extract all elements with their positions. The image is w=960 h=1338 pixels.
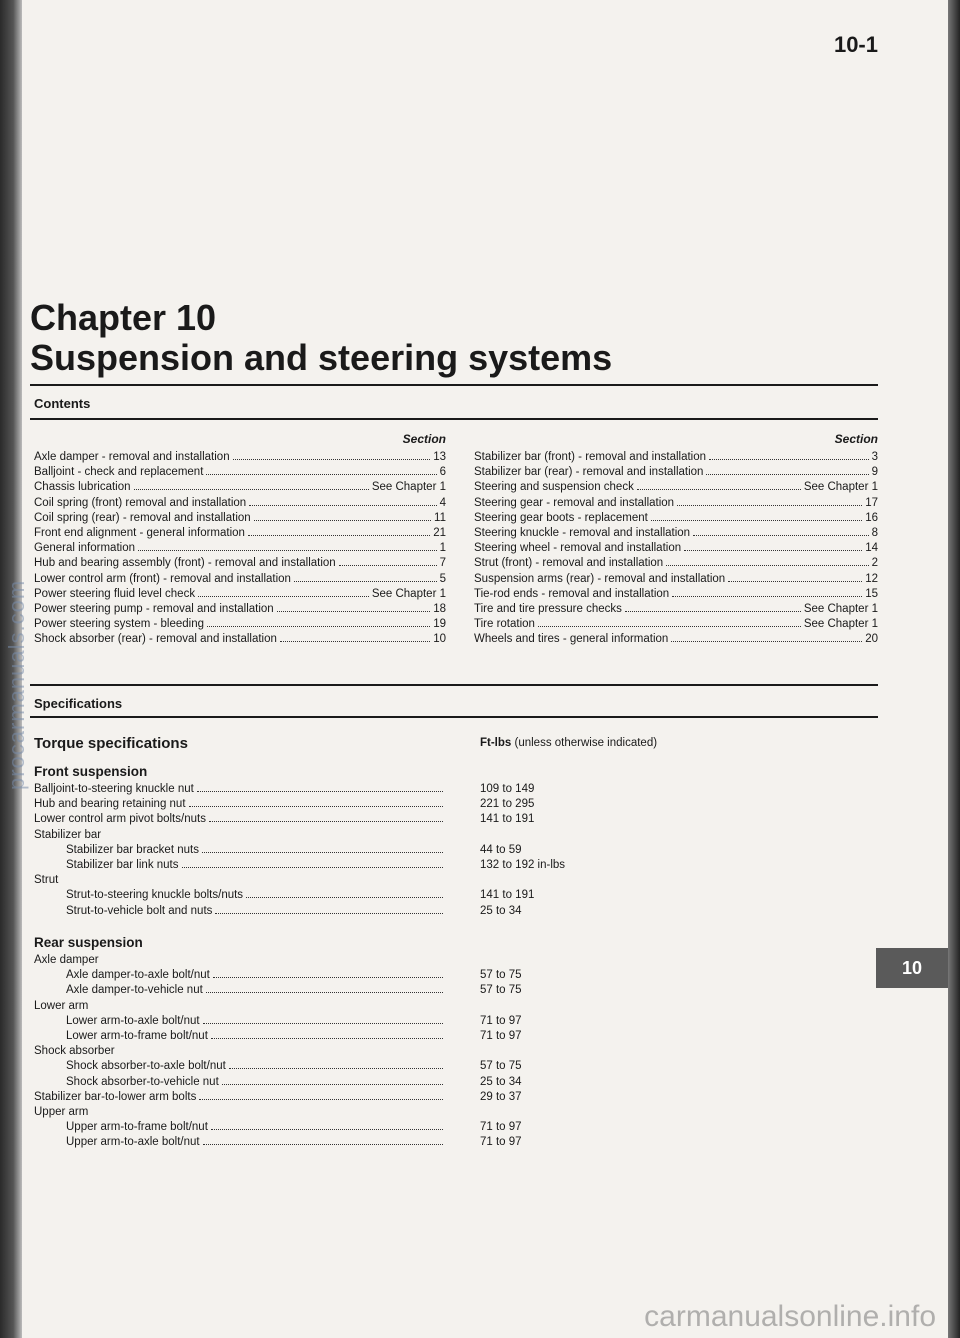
contents-entry-section: 3 xyxy=(871,451,878,463)
dot-leader xyxy=(538,617,801,627)
units-note: (unless otherwise indicated) xyxy=(511,737,658,749)
torque-spec-value: 71 to 97 xyxy=(480,1029,522,1042)
torque-spec-value: 44 to 59 xyxy=(480,843,522,856)
contents-entry xyxy=(474,450,878,465)
rear-suspension-group xyxy=(34,933,864,1150)
front-suspension-group xyxy=(34,762,864,919)
contents-entry-label: Axle damper - removal and installation xyxy=(34,451,230,463)
torque-spec-value: 25 to 34 xyxy=(480,1075,522,1088)
contents-entry xyxy=(34,617,446,632)
torque-spec-value: 29 to 37 xyxy=(480,1090,522,1103)
torque-spec-row xyxy=(34,1044,864,1059)
section-column-label: Section xyxy=(834,432,878,446)
dot-leader xyxy=(207,617,430,627)
contents-entry-section: See Chapter 1 xyxy=(803,481,878,494)
units-label: Ft-lbs xyxy=(480,737,512,749)
torque-spec-label: Stabilizer bar xyxy=(34,828,102,841)
contents-entry-label: Chassis lubrication xyxy=(34,481,131,494)
contents-entry-section: See Chapter 1 xyxy=(371,481,446,494)
contents-entry xyxy=(474,617,878,632)
torque-spec-row xyxy=(34,1120,864,1135)
torque-spec-value: 25 to 34 xyxy=(480,904,522,917)
torque-spec-value: 71 to 97 xyxy=(480,1014,522,1027)
torque-spec-row xyxy=(34,1014,864,1029)
torque-spec-row xyxy=(34,1105,864,1120)
chapter-subtitle: Suspension and steering systems xyxy=(30,337,613,378)
torque-spec-row xyxy=(34,968,864,983)
contents-entry xyxy=(474,496,878,511)
torque-spec-row xyxy=(34,843,864,858)
torque-spec-label: Strut-to-steering knuckle bolts/nuts xyxy=(66,889,244,902)
torque-spec-row xyxy=(34,873,864,888)
contents-entry-section: 13 xyxy=(433,451,446,463)
rear-suspension-heading: Rear suspension xyxy=(34,935,143,950)
contents-entry-section: 7 xyxy=(439,557,446,570)
dot-leader xyxy=(684,541,862,551)
contents-entry-section: 9 xyxy=(871,466,878,479)
contents-entry-section: 10 xyxy=(433,633,446,646)
units-heading xyxy=(480,737,657,749)
contents-entry-label: Power steering pump - removal and installation xyxy=(34,602,274,615)
contents-entry-section: 14 xyxy=(865,542,878,555)
dot-leader xyxy=(277,602,431,612)
chapter-tab: 10 xyxy=(876,948,948,988)
dot-leader xyxy=(728,572,862,582)
torque-spec-row xyxy=(34,858,864,873)
contents-entry-label: Power steering fluid level check xyxy=(34,587,196,600)
torque-spec-label: Shock absorber-to-vehicle nut xyxy=(66,1075,219,1088)
torque-spec-value: 71 to 97 xyxy=(480,1136,522,1149)
dot-leader xyxy=(222,1075,443,1085)
contents-entry-section: See Chapter 1 xyxy=(803,602,878,615)
dot-leader xyxy=(138,541,437,551)
contents-entry-label: Power steering system - bleeding xyxy=(34,618,205,631)
contents-entry xyxy=(34,572,446,587)
torque-spec-row xyxy=(34,953,864,968)
contents-entry-label: General information xyxy=(34,542,135,555)
torque-spec-label: Axle damper-to-axle bolt/nut xyxy=(66,969,210,982)
contents-entry-section: 18 xyxy=(433,602,446,615)
torque-spec-label: Strut-to-vehicle bolt and nuts xyxy=(66,904,213,917)
dot-leader xyxy=(134,480,369,490)
side-watermark: procarmanuals.com xyxy=(4,579,29,790)
contents-entry-section: 21 xyxy=(433,526,446,539)
contents-entry xyxy=(474,556,878,571)
torque-spec-row xyxy=(34,983,864,998)
torque-spec-row xyxy=(34,1075,864,1090)
torque-spec-row xyxy=(34,1029,864,1044)
contents-entry xyxy=(34,632,446,647)
section-column-label: Section xyxy=(402,432,446,446)
dot-leader xyxy=(199,1090,443,1100)
specifications-heading: Specifications xyxy=(34,696,123,711)
torque-heading: Torque specifications xyxy=(34,735,188,752)
contents-rule xyxy=(30,418,878,420)
contents-entry xyxy=(474,587,878,602)
dot-leader xyxy=(249,496,436,506)
contents-entry xyxy=(474,572,878,587)
contents-entry-label: Front end alignment - general information xyxy=(34,526,245,539)
torque-spec-value: 132 to 192 in-lbs xyxy=(480,858,566,871)
contents-entry xyxy=(34,526,446,541)
dot-leader xyxy=(202,843,443,853)
contents-entry xyxy=(34,556,446,571)
contents-entry xyxy=(34,541,446,556)
front-suspension-heading: Front suspension xyxy=(34,764,148,779)
dot-leader xyxy=(254,511,431,521)
contents-entry-section: 17 xyxy=(865,496,878,509)
specs-rule xyxy=(30,716,878,718)
contents-entry xyxy=(34,465,446,480)
contents-entry xyxy=(474,511,878,526)
contents-entry-section: 11 xyxy=(434,511,446,524)
torque-spec-row xyxy=(34,999,864,1014)
contents-entry-section: 5 xyxy=(439,572,446,585)
torque-spec-row xyxy=(34,1059,864,1074)
dot-leader xyxy=(215,904,443,914)
contents-heading: Contents xyxy=(34,396,91,411)
contents-entry-label: Coil spring (front) removal and installation xyxy=(34,496,247,509)
contents-right-column xyxy=(474,432,878,647)
contents-entry-label: Stabilizer bar (front) - removal and installation xyxy=(474,451,707,463)
torque-spec-value: 57 to 75 xyxy=(480,969,522,982)
contents-entry xyxy=(34,602,446,617)
torque-spec-label: Lower arm-to-axle bolt/nut xyxy=(66,1014,200,1027)
dot-leader xyxy=(671,632,862,642)
dot-leader xyxy=(203,1014,443,1024)
contents-entry-section: 19 xyxy=(433,618,446,631)
contents-entry xyxy=(474,465,878,480)
torque-spec-value: 71 to 97 xyxy=(480,1121,522,1134)
torque-spec-label: Shock absorber xyxy=(34,1045,115,1058)
specs-top-rule xyxy=(30,684,878,686)
torque-spec-label: Stabilizer bar link nuts xyxy=(66,858,179,871)
torque-spec-label: Strut xyxy=(34,874,59,887)
dot-leader xyxy=(203,1135,443,1145)
dot-leader xyxy=(280,632,430,642)
contents-left-column xyxy=(34,432,446,647)
torque-spec-row xyxy=(34,904,864,919)
dot-leader xyxy=(213,968,443,978)
torque-spec-label: Lower control arm pivot bolts/nuts xyxy=(34,813,206,826)
torque-spec-label: Axle damper-to-vehicle nut xyxy=(66,984,203,997)
torque-spec-label: Upper arm-to-axle bolt/nut xyxy=(66,1136,200,1149)
contents-entry xyxy=(34,480,446,495)
dot-leader xyxy=(709,450,869,460)
contents-entry-label: Strut (front) - removal and installation xyxy=(474,557,664,570)
contents-entry xyxy=(474,602,878,617)
contents-entry-label: Shock absorber (rear) - removal and installation xyxy=(34,633,277,646)
contents-entry xyxy=(34,587,446,602)
page-number: 10-1 xyxy=(833,32,878,57)
dot-leader xyxy=(677,496,862,506)
contents-entry-section: See Chapter 1 xyxy=(371,587,446,600)
contents-entry-label: Coil spring (rear) - removal and installation xyxy=(34,511,251,524)
dot-leader xyxy=(209,812,443,822)
torque-spec-row xyxy=(34,1135,864,1150)
torque-spec-row xyxy=(34,1090,864,1105)
dot-leader xyxy=(672,587,862,597)
contents-entry-label: Steering wheel - removal and installation xyxy=(474,542,682,555)
dot-leader xyxy=(197,782,443,792)
torque-spec-value: 141 to 191 xyxy=(480,889,535,902)
title-rule xyxy=(30,384,878,386)
torque-spec-label: Axle damper xyxy=(34,954,99,966)
contents-entry xyxy=(34,450,446,465)
contents-entry-section: 16 xyxy=(865,511,878,524)
contents-entry xyxy=(474,541,878,556)
dot-leader xyxy=(211,1029,443,1039)
dot-leader xyxy=(182,858,444,868)
torque-spec-label: Shock absorber-to-axle bolt/nut xyxy=(66,1060,226,1073)
contents-entry xyxy=(474,480,878,495)
torque-spec-value: 57 to 75 xyxy=(480,984,522,997)
torque-spec-value: 57 to 75 xyxy=(480,1060,522,1073)
contents-entry-label: Steering and suspension check xyxy=(474,481,634,494)
contents-entry-section: 1 xyxy=(439,542,446,555)
dot-leader xyxy=(666,556,868,566)
contents-entry-label: Tie-rod ends - removal and installation xyxy=(474,587,670,600)
torque-spec-row xyxy=(34,797,864,812)
torque-spec-label: Balljoint-to-steering knuckle nut xyxy=(34,783,194,795)
dot-leader xyxy=(206,465,436,475)
torque-spec-row xyxy=(34,828,864,843)
torque-spec-row xyxy=(34,888,864,903)
contents-entry-section: 20 xyxy=(865,633,878,646)
contents-entry-label: Tire and tire pressure checks xyxy=(474,602,622,615)
contents-entry xyxy=(474,526,878,541)
dot-leader xyxy=(693,526,869,536)
dot-leader xyxy=(198,587,369,597)
torque-spec-label: Lower arm xyxy=(34,999,89,1012)
dot-leader xyxy=(229,1059,443,1069)
torque-spec-value: 221 to 295 xyxy=(480,798,535,811)
contents-entry-label: Tire rotation xyxy=(474,618,535,631)
dot-leader xyxy=(246,888,443,898)
torque-spec-row xyxy=(34,782,864,797)
contents-entry-section: 2 xyxy=(871,557,878,570)
contents-entry-section: 15 xyxy=(865,587,878,600)
contents-entry-label: Stabilizer bar (rear) - removal and installation xyxy=(474,466,704,479)
contents-entry xyxy=(34,496,446,511)
torque-spec-label: Upper arm xyxy=(34,1105,89,1118)
contents-entry-section: 6 xyxy=(439,466,446,479)
dot-leader xyxy=(206,983,443,993)
dot-leader xyxy=(651,511,862,521)
page-binding-right xyxy=(948,0,960,1338)
contents-entry-label: Wheels and tires - general information xyxy=(474,633,669,646)
dot-leader xyxy=(637,480,801,490)
dot-leader xyxy=(211,1120,443,1130)
dot-leader xyxy=(248,526,430,536)
contents-entry-label: Balljoint - check and replacement xyxy=(34,466,204,479)
dot-leader xyxy=(294,572,437,582)
chapter-title: Chapter 10 xyxy=(30,297,217,338)
contents-entry-section: 4 xyxy=(439,496,446,509)
torque-spec-value: 109 to 149 xyxy=(480,783,535,795)
torque-spec-label: Stabilizer bar-to-lower arm bolts xyxy=(34,1090,197,1103)
contents-entry-label: Lower control arm (front) - removal and installation xyxy=(34,572,291,585)
contents-entry xyxy=(34,511,446,526)
contents-entry-label: Hub and bearing assembly (front) - removal and installation xyxy=(34,557,336,570)
dot-leader xyxy=(706,465,868,475)
contents-entry-label: Steering gear - removal and installation xyxy=(474,496,675,509)
torque-spec-value: 141 to 191 xyxy=(480,813,535,826)
contents-entry-label: Suspension arms (rear) - removal and installation xyxy=(474,572,726,585)
dot-leader xyxy=(625,602,801,612)
torque-spec-label: Lower arm-to-frame bolt/nut xyxy=(66,1029,208,1042)
contents-entry-section: 8 xyxy=(871,526,878,539)
bottom-watermark: carmanualsonline.info xyxy=(644,1300,936,1333)
torque-spec-row xyxy=(34,812,864,827)
contents-entry-label: Steering knuckle - removal and installation xyxy=(474,526,691,539)
torque-spec-label: Hub and bearing retaining nut xyxy=(34,798,186,811)
contents-entry xyxy=(474,632,878,647)
contents-entry-label: Steering gear boots - replacement xyxy=(474,511,648,524)
contents-entry-section: See Chapter 1 xyxy=(803,618,878,631)
contents-entry-section: 12 xyxy=(865,572,878,585)
dot-leader xyxy=(233,450,431,460)
torque-spec-label: Stabilizer bar bracket nuts xyxy=(66,843,199,856)
torque-spec-label: Upper arm-to-frame bolt/nut xyxy=(66,1121,208,1134)
dot-leader xyxy=(339,556,437,566)
dot-leader xyxy=(189,797,443,807)
